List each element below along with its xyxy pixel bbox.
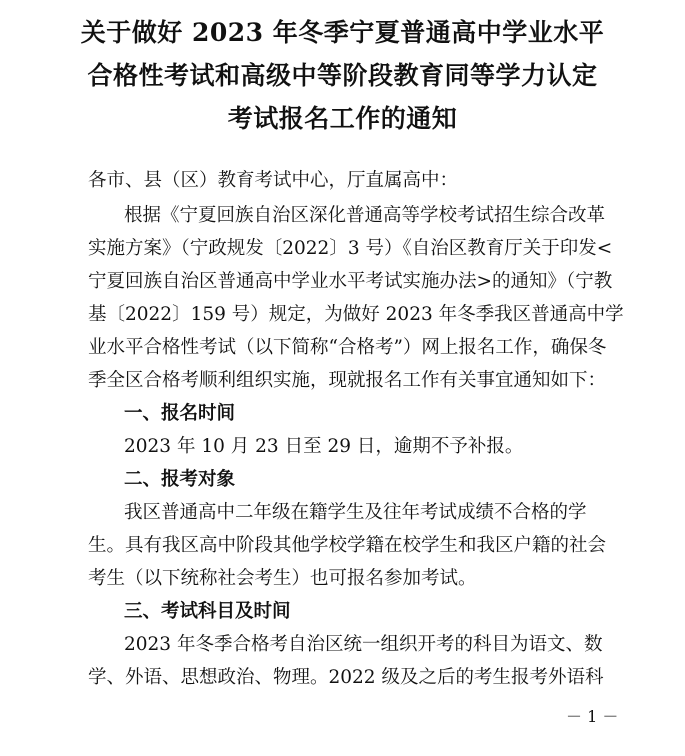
section-heading: 二、报考对象 [124, 469, 236, 490]
paragraph-line: 我区普通高中二年级在籍学生及往年考试成绩不合格的学 [124, 502, 587, 523]
paragraph-line: 学、外语、思想政治、物理。2022 级及之后的考生报考外语科 [88, 667, 604, 688]
paragraph-line: 考生（以下统称社会考生）也可报名参加考试。 [88, 568, 477, 589]
salutation: 各市、县（区）教育考试中心，厅直属高中： [88, 170, 459, 191]
title-line: 合格性考试和高级中等阶段教育同等学力认定 [87, 61, 598, 90]
paragraph-line: 2023 年冬季合格考自治区统一组织开考的科目为语文、数 [124, 634, 603, 655]
paragraph-line: 季全区合格考顺利组织实施，现就报名工作有关事宜通知如下： [88, 370, 607, 391]
section-heading: 三、考试科目及时间 [124, 601, 291, 622]
page-number: － 1 － [566, 707, 619, 726]
paragraph-line: 2023 年 10 月 23 日至 29 日，逾期不予补报。 [124, 436, 524, 457]
paragraph-line: 基〔2022〕159 号）规定，为做好 2023 年冬季我区普通高中学 [88, 304, 624, 325]
title-line: 关于做好 2023 年冬季宁夏普通高中学业水平 [80, 18, 605, 47]
paragraph-line: 业水平合格性考试（以下简称“合格考”）网上报名工作，确保冬 [88, 337, 607, 358]
paragraph-line: 生。具有我区高中阶段其他学校学籍在校学生和我区户籍的社会 [88, 535, 607, 556]
title-line: 考试报名工作的通知 [227, 104, 458, 133]
section-heading: 一、报名时间 [124, 403, 236, 424]
paragraph-line: 实施方案》（宁政规发〔2022〕3 号）《自治区教育厅关于印发< [88, 238, 613, 259]
paragraph-line: 宁夏回族自治区普通高中学业水平考试实施办法>的通知》（宁教 [88, 271, 613, 292]
paragraph-line: 根据《宁夏回族自治区深化普通高等学校考试招生综合改革 [124, 205, 606, 226]
